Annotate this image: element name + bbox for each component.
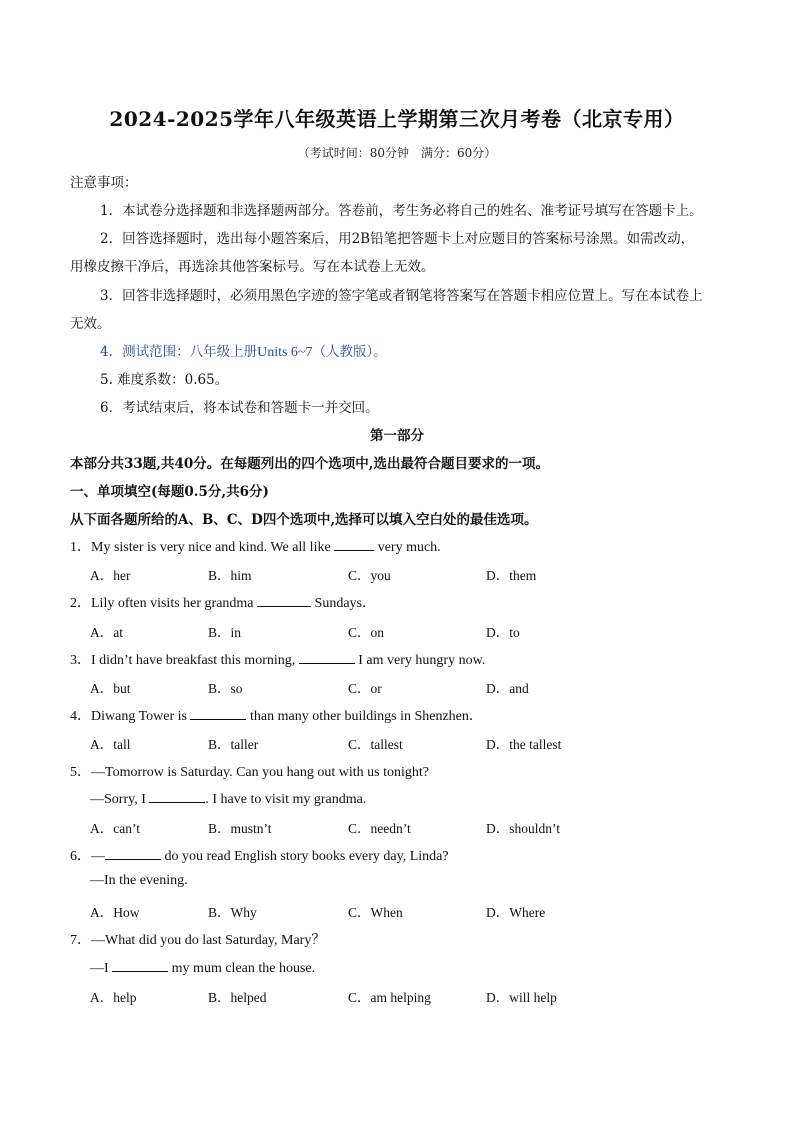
question-4 [70, 705, 483, 725]
option-c: C．am helping [348, 990, 431, 1005]
question-text: very much. [374, 540, 441, 555]
note-item-4 [100, 340, 387, 361]
question-2 [70, 592, 376, 612]
section-instruction: 从下面各题所给的A、B、C、D四个选项中,选择可以填入空白处的最佳选项。 [70, 512, 538, 528]
question-text: Sundays． [311, 596, 376, 611]
question-text: my mum clean the house. [168, 961, 316, 976]
option-c: C．When [348, 905, 403, 920]
question-7: 7．—What did you do last Saturday, Mary？ [70, 933, 326, 948]
option-d: D．shouldn’t [486, 821, 561, 836]
note-item-4-units: Units 6~7 [257, 345, 313, 360]
question-text: —I [90, 961, 113, 976]
option-a: A．help [90, 990, 137, 1005]
option-b: B．in [208, 625, 242, 640]
option-a: A．her [90, 568, 131, 583]
answer-blank [112, 958, 168, 972]
question-text: —Sorry, I [90, 792, 150, 807]
question-6-reply: —In the evening. [90, 873, 188, 888]
note-item-3-line2: 无效。 [70, 316, 111, 332]
part-intro: 本部分共33题,共40分。在每题列出的四个选项中,选出最符合题目要求的一项。 [70, 456, 549, 472]
option-c: C．tallest [348, 737, 403, 752]
question-text: 2．Lily often visits her grandma [70, 596, 258, 611]
option-d: D．Where [486, 905, 546, 920]
note-item-1: 1．本试卷分选择题和非选择题两部分。答卷前，考生务必将自己的姓名、准考证号填写在答题卡上。 [100, 203, 703, 219]
notes-heading: 注意事项： [70, 175, 138, 191]
option-b: B．Why [208, 905, 257, 920]
question-text: than many other buildings in Shenzhen． [246, 709, 483, 724]
question-5: 5．—Tomorrow is Saturday. Can you hang out with us tonight? [70, 765, 429, 780]
option-d: D．and [486, 681, 529, 696]
question-text: I am very hungry now. [354, 653, 486, 668]
note-item-2-line1: 2．回答选择题时，选出每小题答案后，用2B铅笔把答题卡上对应题目的答案标号涂黑。如需改动， [100, 231, 695, 247]
question-text: . I have to visit my grandma. [205, 792, 367, 807]
answer-blank [334, 537, 374, 551]
option-a: A．tall [90, 737, 131, 752]
question-1 [70, 536, 441, 556]
note-item-6: 6．考试结束后，将本试卷和答题卡一并交回。 [100, 400, 379, 416]
page-title: 2024-2025学年八年级英语上学期第三次月考卷（北京专用） [109, 107, 685, 131]
note-item-5: 5. 难度系数：0.65。 [100, 372, 229, 388]
option-c: C．needn’t [348, 821, 411, 836]
option-b: B．so [208, 681, 243, 696]
question-text: do you read English story books every day, Linda? [161, 849, 449, 864]
option-c: C．you [348, 568, 391, 583]
option-d: D．will help [486, 990, 557, 1005]
option-b: B．him [208, 568, 252, 583]
question-6 [70, 845, 449, 865]
option-a: A．but [90, 681, 131, 696]
note-item-4-prefix: 4．测试范围：八年级上册 [100, 344, 258, 360]
option-b: B．helped [208, 990, 267, 1005]
answer-blank [257, 593, 311, 607]
answer-blank [299, 650, 355, 664]
question-text: 6．— [70, 849, 105, 864]
option-d: D．to [486, 625, 520, 640]
option-c: C．or [348, 681, 382, 696]
option-d: D．the tallest [486, 737, 562, 752]
answer-blank [149, 789, 205, 803]
option-d: D．them [486, 568, 537, 583]
section-title: 一、单项填空(每题0.5分,共6分) [70, 484, 269, 500]
option-a: A．can’t [90, 821, 140, 836]
note-item-4-suffix: （人教版）。 [312, 344, 387, 360]
question-text: 1．My sister is very nice and kind. We all like [70, 540, 335, 555]
note-item-2-line2: 用橡皮擦干净后，再选涂其他答案标号。写在本试卷上无效。 [70, 259, 435, 275]
question-5-reply [90, 789, 366, 808]
answer-blank [190, 706, 246, 720]
part-heading: 第一部分 [370, 428, 424, 444]
note-item-3-line1: 3．回答非选择题时，必须用黑色字迹的签字笔或者钢笔将答案写在答题卡相应位置上。写在本试卷上 [100, 288, 703, 304]
option-c: C．on [348, 625, 385, 640]
answer-blank [105, 846, 161, 860]
option-a: A．How [90, 905, 140, 920]
question-text: 3．I didn’t have breakfast this morning, [70, 653, 299, 668]
question-3 [70, 649, 485, 669]
question-text: 4．Diwang Tower is [70, 709, 191, 724]
option-b: B．mustn’t [208, 821, 272, 836]
option-a: A．at [90, 625, 123, 640]
exam-info: （考试时间：80分钟 满分：60分） [297, 146, 497, 160]
question-7-reply [90, 958, 315, 977]
option-b: B．taller [208, 737, 259, 752]
